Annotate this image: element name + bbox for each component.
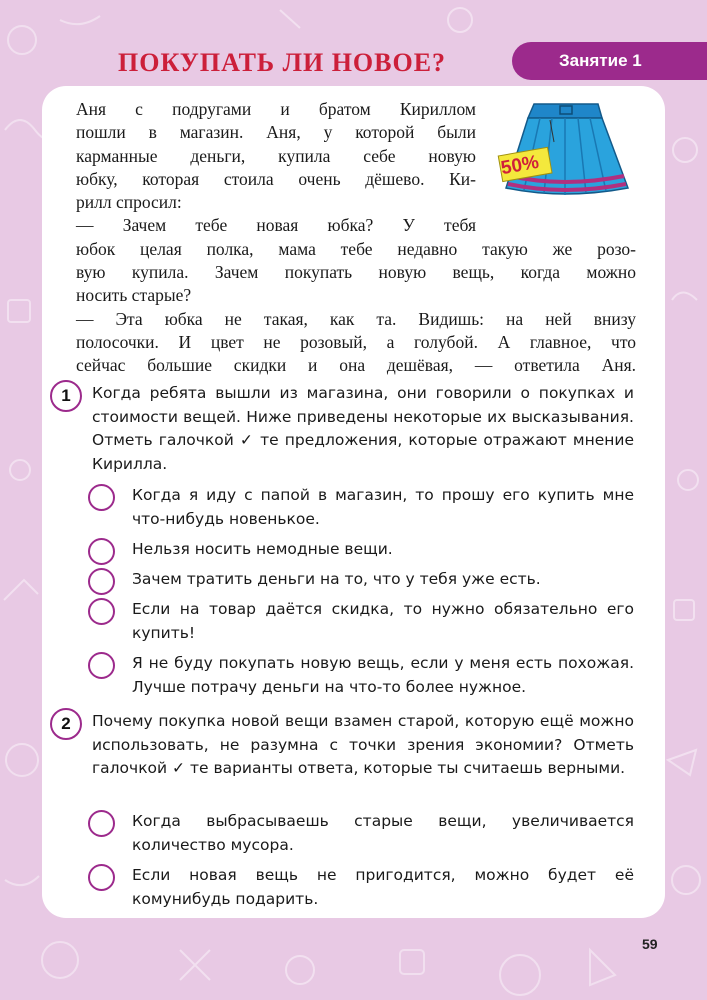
story-line: Аня с подругами и братом Кириллом xyxy=(76,99,476,119)
answer-option: Если новая вещь не пригодится, можно будет её комунибудь подарить. xyxy=(132,866,634,908)
answer-option: Когда выбрасываешь старые вещи, увеличивается количество мусора. xyxy=(132,812,634,854)
story-line: рилл спросил: xyxy=(76,192,182,213)
story-line: вую купила. Зачем покупать новую вещь, когда можно xyxy=(76,262,636,283)
story-line: носить старые? xyxy=(76,285,192,306)
lesson-tab-label: Занятие 1 xyxy=(559,51,642,70)
answer-option: Нельзя носить немодные вещи. xyxy=(132,540,393,558)
answer-checkbox[interactable] xyxy=(88,568,115,595)
answer-option: Если на товар даётся скидка, то нужно обязательно его купить! xyxy=(132,600,634,642)
story-line: сейчас большие скидки и она дешёвая, — ответила Аня. xyxy=(76,355,636,376)
question-text: Почему покупка новой вещи взамен старой, которую ещё можно использовать, не разумна с точки зрения экономии? Отметь галочкой ✓ те варианты ответа, которые ты считаешь верными. xyxy=(92,712,634,777)
answer-checkbox[interactable] xyxy=(88,538,115,565)
story-line: карманные деньги, купила себе новую xyxy=(76,145,476,166)
answer-option: Когда я иду с папой в магазин, то прошу его купить мне что-нибудь новенькое. xyxy=(132,486,634,528)
question-number: 2 xyxy=(50,708,82,740)
story-line: юбок целая полка, мама тебе недавно такую же розо- xyxy=(76,238,636,259)
story-line: — Эта юбка не такая, как та. Видишь: на ней внизу xyxy=(76,308,636,329)
lesson-tab xyxy=(512,42,707,80)
story-line: полосочки. И цвет не розовый, а голубой. А главное, что xyxy=(76,331,636,352)
answer-checkbox[interactable] xyxy=(88,810,115,837)
price-tag-label: 50% xyxy=(499,151,541,180)
answer-checkbox[interactable] xyxy=(88,598,115,625)
question-number: 1 xyxy=(50,380,82,412)
story-text xyxy=(76,98,636,378)
answer-option: Зачем тратить деньги на то, что у тебя уже есть. xyxy=(132,570,541,588)
answer-checkbox[interactable] xyxy=(88,864,115,891)
page-title: ПОКУПАТЬ ЛИ НОВОЕ? xyxy=(118,48,447,77)
answer-option: Я не буду покупать новую вещь, если у меня есть похожая. Лучше потрачу деньги на что-то более нужное. xyxy=(132,654,634,696)
answer-checkbox[interactable] xyxy=(88,484,115,511)
question-text: Когда ребята вышли из магазина, они говорили о покупках и стоимости вещей. Ниже приведены некоторые их высказывания. Отметь галочкой ✓ те предложения, которые отражают мнение Кирилла. xyxy=(92,384,634,473)
answer-checkbox[interactable] xyxy=(88,652,115,679)
story-line: пошли в магазин. Аня, у которой были xyxy=(76,122,476,143)
story-line: — Зачем тебе новая юбка? У тебя xyxy=(76,215,476,236)
story-line: юбку, которая стоила очень дёшево. Ки- xyxy=(76,168,476,189)
page-number: 59 xyxy=(642,936,658,952)
